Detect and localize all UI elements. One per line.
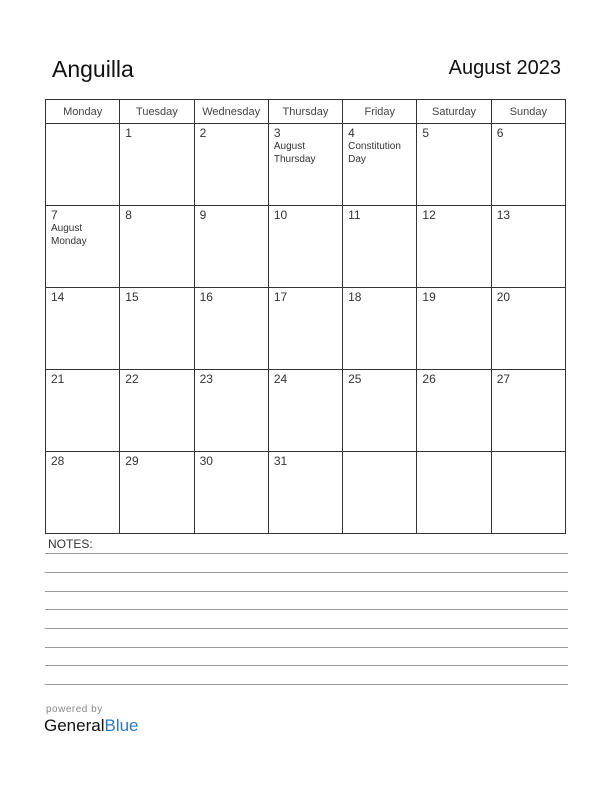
day-number: 29 <box>125 454 139 468</box>
country-title: Anguilla <box>52 56 134 82</box>
day-number: 6 <box>496 126 504 140</box>
weekday-header: Wednesday <box>194 100 268 124</box>
powered-by-text: powered by <box>46 704 103 715</box>
note-line <box>45 572 568 573</box>
day-number: 23 <box>199 372 213 386</box>
generalblue-logo <box>44 716 139 736</box>
note-line <box>45 647 568 648</box>
day-number: 8 <box>125 208 132 222</box>
day-number: 7 <box>51 208 58 222</box>
note-line <box>45 553 568 554</box>
weekday-header: Friday <box>343 100 417 124</box>
weekday-header: Saturday <box>417 100 491 124</box>
day-number: 18 <box>348 290 362 304</box>
calendar-week-row <box>46 370 566 452</box>
brand-general: General <box>44 716 105 735</box>
day-number: 10 <box>273 208 288 222</box>
weekday-header: Monday <box>46 100 120 124</box>
calendar-day-cell <box>417 288 491 370</box>
calendar-day-cell <box>46 452 120 534</box>
calendar-day-cell <box>343 452 417 534</box>
day-number: 31 <box>273 454 288 468</box>
notes-label: NOTES: <box>48 537 93 551</box>
calendar-day-cell <box>268 288 342 370</box>
calendar-week-row <box>46 124 566 206</box>
day-number: 14 <box>51 290 65 304</box>
day-number: 21 <box>51 372 65 386</box>
day-number: 1 <box>125 126 132 140</box>
calendar-day-cell <box>194 206 268 288</box>
calendar-day-cell <box>194 288 268 370</box>
calendar-day-cell <box>46 288 120 370</box>
calendar-day-cell <box>120 452 194 534</box>
weekday-header: Sunday <box>491 100 565 124</box>
calendar-day-cell <box>194 370 268 452</box>
note-line <box>45 628 568 629</box>
calendar-day-cell <box>491 124 565 206</box>
day-number: 26 <box>422 372 436 386</box>
day-number: 3 <box>273 126 281 140</box>
calendar-day-cell <box>343 370 417 452</box>
calendar-day-cell <box>268 206 342 288</box>
calendar-day-cell <box>343 206 417 288</box>
calendar-day-cell <box>120 206 194 288</box>
note-line <box>45 684 568 685</box>
calendar-week-row <box>46 452 566 534</box>
calendar-day-cell <box>120 370 194 452</box>
day-number: 16 <box>199 290 213 304</box>
calendar-day-cell <box>491 370 565 452</box>
calendar-day-cell <box>491 452 565 534</box>
calendar-day-cell <box>343 288 417 370</box>
calendar-day-cell <box>46 370 120 452</box>
day-number: 11 <box>348 208 361 222</box>
holiday-label: Constitution Day <box>348 141 401 165</box>
calendar-grid <box>45 99 566 534</box>
day-number: 27 <box>496 372 511 386</box>
calendar-day-cell <box>46 206 120 288</box>
month-year-title: August 2023 <box>448 57 561 79</box>
calendar-day-cell <box>417 124 491 206</box>
calendar-day-cell <box>120 124 194 206</box>
calendar-day-cell <box>417 206 491 288</box>
holiday-label: August Thursday <box>273 141 316 165</box>
calendar-week-row <box>46 206 566 288</box>
day-number: 24 <box>273 372 288 386</box>
calendar-day-cell <box>491 206 565 288</box>
calendar-day-cell <box>343 124 417 206</box>
note-line <box>45 665 568 666</box>
day-number: 4 <box>348 126 355 140</box>
holiday-label: August Monday <box>51 223 87 247</box>
day-number: 19 <box>422 290 436 304</box>
day-number: 17 <box>273 290 288 304</box>
calendar-day-cell <box>46 124 120 206</box>
day-number: 20 <box>496 290 511 304</box>
calendar-day-cell <box>268 370 342 452</box>
day-number: 2 <box>199 126 207 140</box>
note-line <box>45 609 568 610</box>
calendar-day-cell <box>268 124 342 206</box>
calendar-day-cell <box>417 452 491 534</box>
day-number: 12 <box>422 208 436 222</box>
day-number: 22 <box>125 372 139 386</box>
day-number: 30 <box>199 454 213 468</box>
day-number: 5 <box>422 126 430 140</box>
calendar-day-cell <box>194 452 268 534</box>
calendar-week-row <box>46 288 566 370</box>
day-number: 28 <box>51 454 65 468</box>
calendar-day-cell <box>120 288 194 370</box>
note-line <box>45 591 568 592</box>
calendar-day-cell <box>491 288 565 370</box>
day-number: 13 <box>496 208 511 222</box>
calendar-day-cell <box>268 452 342 534</box>
weekday-header: Thursday <box>268 100 342 124</box>
calendar-day-cell <box>417 370 491 452</box>
day-number: 9 <box>199 208 207 222</box>
day-number: 15 <box>125 290 139 304</box>
calendar-day-cell <box>194 124 268 206</box>
day-number: 25 <box>348 372 362 386</box>
weekday-header: Tuesday <box>120 100 194 124</box>
brand-blue: Blue <box>104 716 139 735</box>
weekday-header-row <box>46 100 566 124</box>
